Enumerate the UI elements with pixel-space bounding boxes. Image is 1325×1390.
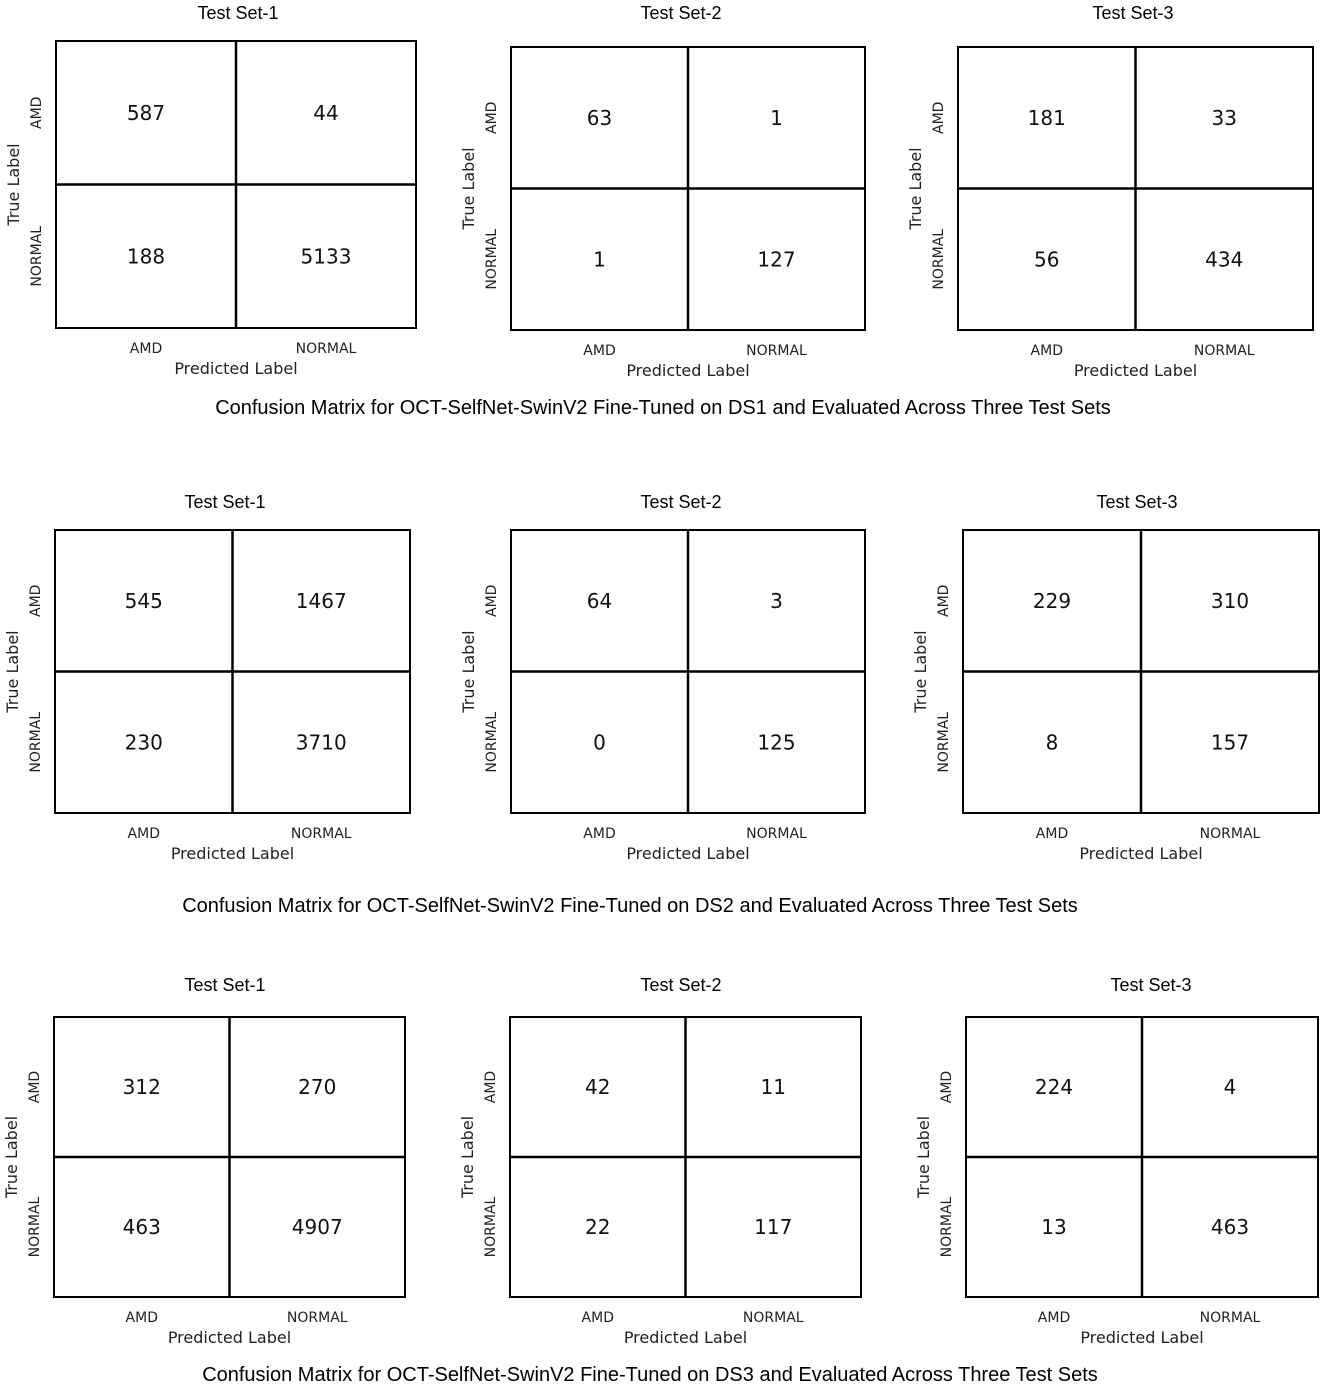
x-tick-label: AMD bbox=[127, 826, 160, 842]
panel-title: Test Set-3 bbox=[1096, 492, 1178, 512]
x-axis-label: Predicted Label bbox=[170, 844, 295, 863]
y-tick-label: AMD bbox=[27, 1070, 43, 1104]
y-tick-label: AMD bbox=[939, 1070, 955, 1104]
x-tick-label: NORMAL bbox=[742, 1310, 804, 1326]
cell-value: 127 bbox=[757, 247, 796, 272]
y-tick-label: AMD bbox=[931, 101, 947, 134]
charts-layer bbox=[2, 3, 1319, 1347]
y-tick-label: AMD bbox=[29, 96, 45, 129]
cell-value: 230 bbox=[124, 730, 163, 755]
caption-ds2: Confusion Matrix for OCT-SelfNet-SwinV2 Fine-Tuned on DS2 and Evaluated Across Three Test Sets bbox=[182, 895, 1078, 917]
cell-value: 545 bbox=[124, 588, 163, 613]
cell-value: 434 bbox=[1205, 247, 1244, 272]
y-tick-label: AMD bbox=[484, 101, 500, 134]
confusion-matrix-7 bbox=[2, 975, 405, 1347]
y-tick-label: AMD bbox=[484, 584, 500, 617]
x-tick-label: AMD bbox=[583, 343, 616, 359]
x-tick-label: AMD bbox=[583, 826, 616, 842]
x-tick-label: AMD bbox=[129, 341, 163, 357]
cell-value: 229 bbox=[1032, 588, 1072, 613]
x-tick-label: NORMAL bbox=[1199, 1310, 1261, 1326]
confusion-matrix-6 bbox=[911, 492, 1319, 863]
y-axis-label: True Label bbox=[3, 630, 22, 713]
y-tick-label: NORMAL bbox=[483, 1196, 499, 1258]
cell-value: 5133 bbox=[300, 244, 352, 269]
cell-value: 3710 bbox=[295, 730, 347, 755]
x-axis-label: Predicted Label bbox=[623, 1328, 748, 1347]
cell-value: 181 bbox=[1027, 105, 1066, 130]
cell-value: 270 bbox=[298, 1075, 337, 1099]
cell-value: 3 bbox=[770, 588, 783, 613]
panel-title: Test Set-2 bbox=[640, 492, 722, 512]
confusion-matrix-3 bbox=[906, 3, 1313, 380]
y-tick-label: NORMAL bbox=[29, 225, 45, 287]
panel-title: Test Set-1 bbox=[197, 3, 279, 23]
y-tick-label: AMD bbox=[483, 1070, 499, 1104]
cell-value: 117 bbox=[754, 1215, 793, 1239]
confusion-matrix-9 bbox=[914, 975, 1318, 1347]
x-tick-label: NORMAL bbox=[1199, 826, 1261, 842]
cell-value: 587 bbox=[126, 100, 166, 125]
x-tick-label: NORMAL bbox=[746, 343, 807, 359]
y-axis-label: True Label bbox=[911, 630, 930, 713]
cell-value: 13 bbox=[1041, 1215, 1067, 1239]
x-tick-label: AMD bbox=[1030, 343, 1063, 359]
y-axis-label: True Label bbox=[459, 147, 478, 230]
cell-value: 4 bbox=[1223, 1075, 1237, 1099]
y-tick-label: NORMAL bbox=[28, 711, 44, 773]
y-tick-label: NORMAL bbox=[484, 711, 500, 773]
cell-value: 312 bbox=[122, 1075, 161, 1099]
x-axis-label: Predicted Label bbox=[1079, 844, 1203, 863]
y-tick-label: NORMAL bbox=[939, 1196, 955, 1258]
panel-title: Test Set-2 bbox=[640, 975, 722, 995]
y-axis-label: True Label bbox=[458, 1115, 477, 1199]
cell-value: 125 bbox=[757, 730, 796, 755]
y-axis-label: True Label bbox=[906, 147, 925, 230]
caption-ds3: Confusion Matrix for OCT-SelfNet-SwinV2 Fine-Tuned on DS3 and Evaluated Across Three Test Sets bbox=[202, 1364, 1098, 1386]
x-axis-label: Predicted Label bbox=[174, 359, 298, 378]
panel-title: Test Set-2 bbox=[640, 3, 722, 23]
x-axis-label: Predicted Label bbox=[167, 1328, 292, 1347]
x-axis-label: Predicted Label bbox=[626, 361, 750, 380]
cell-value: 11 bbox=[760, 1075, 786, 1099]
cell-value: 310 bbox=[1210, 588, 1250, 613]
x-tick-label: AMD bbox=[125, 1310, 158, 1326]
y-tick-label: AMD bbox=[936, 584, 952, 617]
cell-value: 224 bbox=[1034, 1075, 1074, 1099]
x-axis-label: Predicted Label bbox=[1073, 361, 1198, 380]
y-tick-label: NORMAL bbox=[27, 1196, 43, 1258]
x-axis-label: Predicted Label bbox=[1080, 1328, 1204, 1347]
panel-title: Test Set-3 bbox=[1110, 975, 1192, 995]
x-tick-label: AMD bbox=[1037, 1310, 1071, 1326]
panel-title: Test Set-3 bbox=[1092, 3, 1174, 23]
cell-value: 4907 bbox=[291, 1215, 343, 1239]
panel-title: Test Set-1 bbox=[184, 492, 266, 512]
caption-ds1: Confusion Matrix for OCT-SelfNet-SwinV2 Fine-Tuned on DS1 and Evaluated Across Three Test Sets bbox=[215, 397, 1111, 419]
cell-value: 1 bbox=[593, 247, 606, 272]
cell-value: 64 bbox=[586, 588, 613, 613]
cell-value: 1 bbox=[770, 105, 783, 130]
x-tick-label: AMD bbox=[581, 1310, 614, 1326]
x-tick-label: NORMAL bbox=[286, 1310, 348, 1326]
cell-value: 56 bbox=[1034, 247, 1060, 272]
y-tick-label: NORMAL bbox=[484, 228, 500, 290]
confusion-matrix-2 bbox=[459, 3, 865, 380]
cell-value: 463 bbox=[1210, 1215, 1250, 1239]
cell-value: 63 bbox=[586, 105, 613, 130]
y-axis-label: True Label bbox=[459, 630, 478, 713]
x-axis-label: Predicted Label bbox=[626, 844, 750, 863]
confusion-matrix-5 bbox=[459, 492, 865, 863]
x-tick-label: NORMAL bbox=[1193, 343, 1255, 359]
y-tick-label: NORMAL bbox=[931, 228, 947, 290]
cell-value: 22 bbox=[585, 1215, 611, 1239]
cell-value: 463 bbox=[122, 1215, 161, 1239]
cell-value: 8 bbox=[1045, 730, 1059, 755]
y-tick-label: NORMAL bbox=[936, 711, 952, 773]
y-axis-label: True Label bbox=[2, 1115, 21, 1199]
cell-value: 0 bbox=[593, 730, 606, 755]
x-tick-label: NORMAL bbox=[290, 826, 352, 842]
y-axis-label: True Label bbox=[914, 1115, 933, 1199]
y-tick-label: AMD bbox=[28, 584, 44, 617]
confusion-matrix-1 bbox=[4, 3, 416, 378]
panel-title: Test Set-1 bbox=[184, 975, 266, 995]
confusion-matrix-8 bbox=[458, 975, 861, 1347]
y-axis-label: True Label bbox=[4, 143, 23, 226]
x-tick-label: NORMAL bbox=[295, 341, 357, 357]
cell-value: 1467 bbox=[295, 588, 347, 613]
cell-value: 188 bbox=[126, 244, 166, 269]
cell-value: 157 bbox=[1210, 730, 1250, 755]
confusion-matrix-4 bbox=[3, 492, 410, 863]
cell-value: 44 bbox=[313, 100, 339, 125]
cell-value: 42 bbox=[585, 1075, 611, 1099]
x-tick-label: AMD bbox=[1035, 826, 1069, 842]
x-tick-label: NORMAL bbox=[746, 826, 807, 842]
cell-value: 33 bbox=[1211, 105, 1237, 130]
